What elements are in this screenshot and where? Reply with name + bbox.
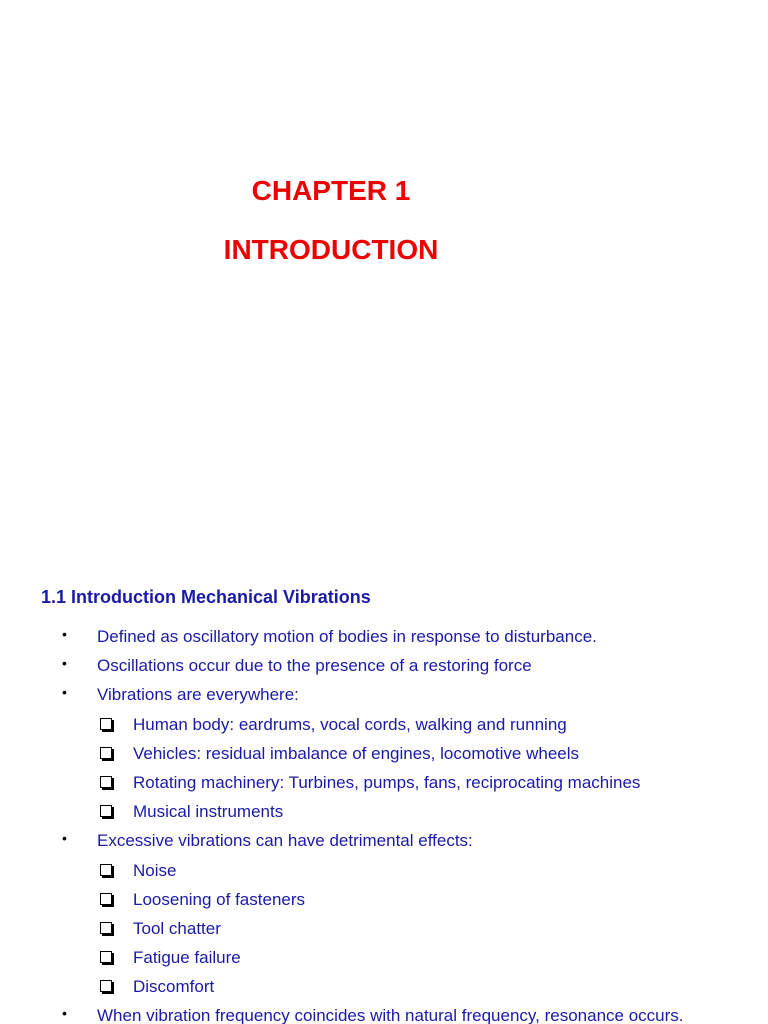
sub-list-item: [0, 856, 768, 885]
checkbox-bullet-icon: [100, 951, 112, 963]
sub-list-item-text: Noise: [133, 860, 177, 880]
bullet-list: [0, 622, 768, 1024]
checkbox-bullet-icon: [100, 922, 112, 934]
checkbox-bullet-icon: [100, 718, 112, 730]
list-item-text: Oscillations occur due to the presence of a restoring force: [97, 656, 532, 676]
list-item-text: When vibration frequency coincides with natural frequency, resonance occurs.: [97, 1006, 684, 1024]
checkbox-bullet-icon: [100, 864, 112, 876]
bullet-dot-icon: •: [62, 655, 67, 672]
checkbox-bullet-icon: [100, 747, 112, 759]
list-item: [0, 680, 768, 709]
sub-list-item-text: Human body: eardrums, vocal cords, walking and running: [133, 714, 567, 734]
sub-list-item-text: Tool chatter: [133, 918, 221, 938]
section-heading: 1.1 Introduction Mechanical Vibrations: [41, 587, 371, 607]
list-item: [0, 1001, 768, 1024]
sub-list-item: [0, 797, 768, 826]
list-item: [0, 651, 768, 680]
bullet-dot-icon: •: [62, 684, 67, 701]
section-content: [0, 622, 768, 1024]
checkbox-bullet-icon: [100, 893, 112, 905]
sub-list-item: [0, 943, 768, 972]
sub-list-item: [0, 885, 768, 914]
sub-list-item-text: Musical instruments: [133, 802, 284, 822]
list-item-text: Defined as oscillatory motion of bodies in response to disturbance.: [97, 627, 597, 646]
list-item: [0, 622, 768, 651]
sub-list-item-text: Rotating machinery: Turbines, pumps, fans, reciprocating machines: [133, 772, 641, 792]
bullet-dot-icon: •: [62, 1005, 67, 1022]
list-item-text: Excessive vibrations can have detrimental effects:: [97, 831, 473, 851]
chapter-number: CHAPTER 1: [251, 175, 411, 206]
sub-list-item: [0, 972, 768, 1001]
chapter-title: INTRODUCTION: [223, 234, 439, 265]
checkbox-bullet-icon: [100, 805, 112, 817]
sub-list-item-text: Vehicles: residual imbalance of engines, locomotive wheels: [133, 743, 580, 763]
sub-list-item: [0, 739, 768, 768]
list-item: [0, 826, 768, 855]
checkbox-bullet-icon: [100, 980, 112, 992]
sub-list-item-text: Discomfort: [133, 977, 215, 997]
bullet-dot-icon: •: [62, 830, 67, 847]
checkbox-bullet-icon: [100, 776, 112, 788]
sub-list-item-text: Fatigue failure: [133, 948, 241, 968]
sub-list-item: [0, 710, 768, 739]
bullet-dot-icon: •: [62, 626, 67, 642]
sub-list-item: [0, 914, 768, 943]
sub-list-item: [0, 768, 768, 797]
sub-list-item-text: Loosening of fasteners: [133, 889, 306, 909]
list-item-text: Vibrations are everywhere:: [97, 685, 299, 705]
